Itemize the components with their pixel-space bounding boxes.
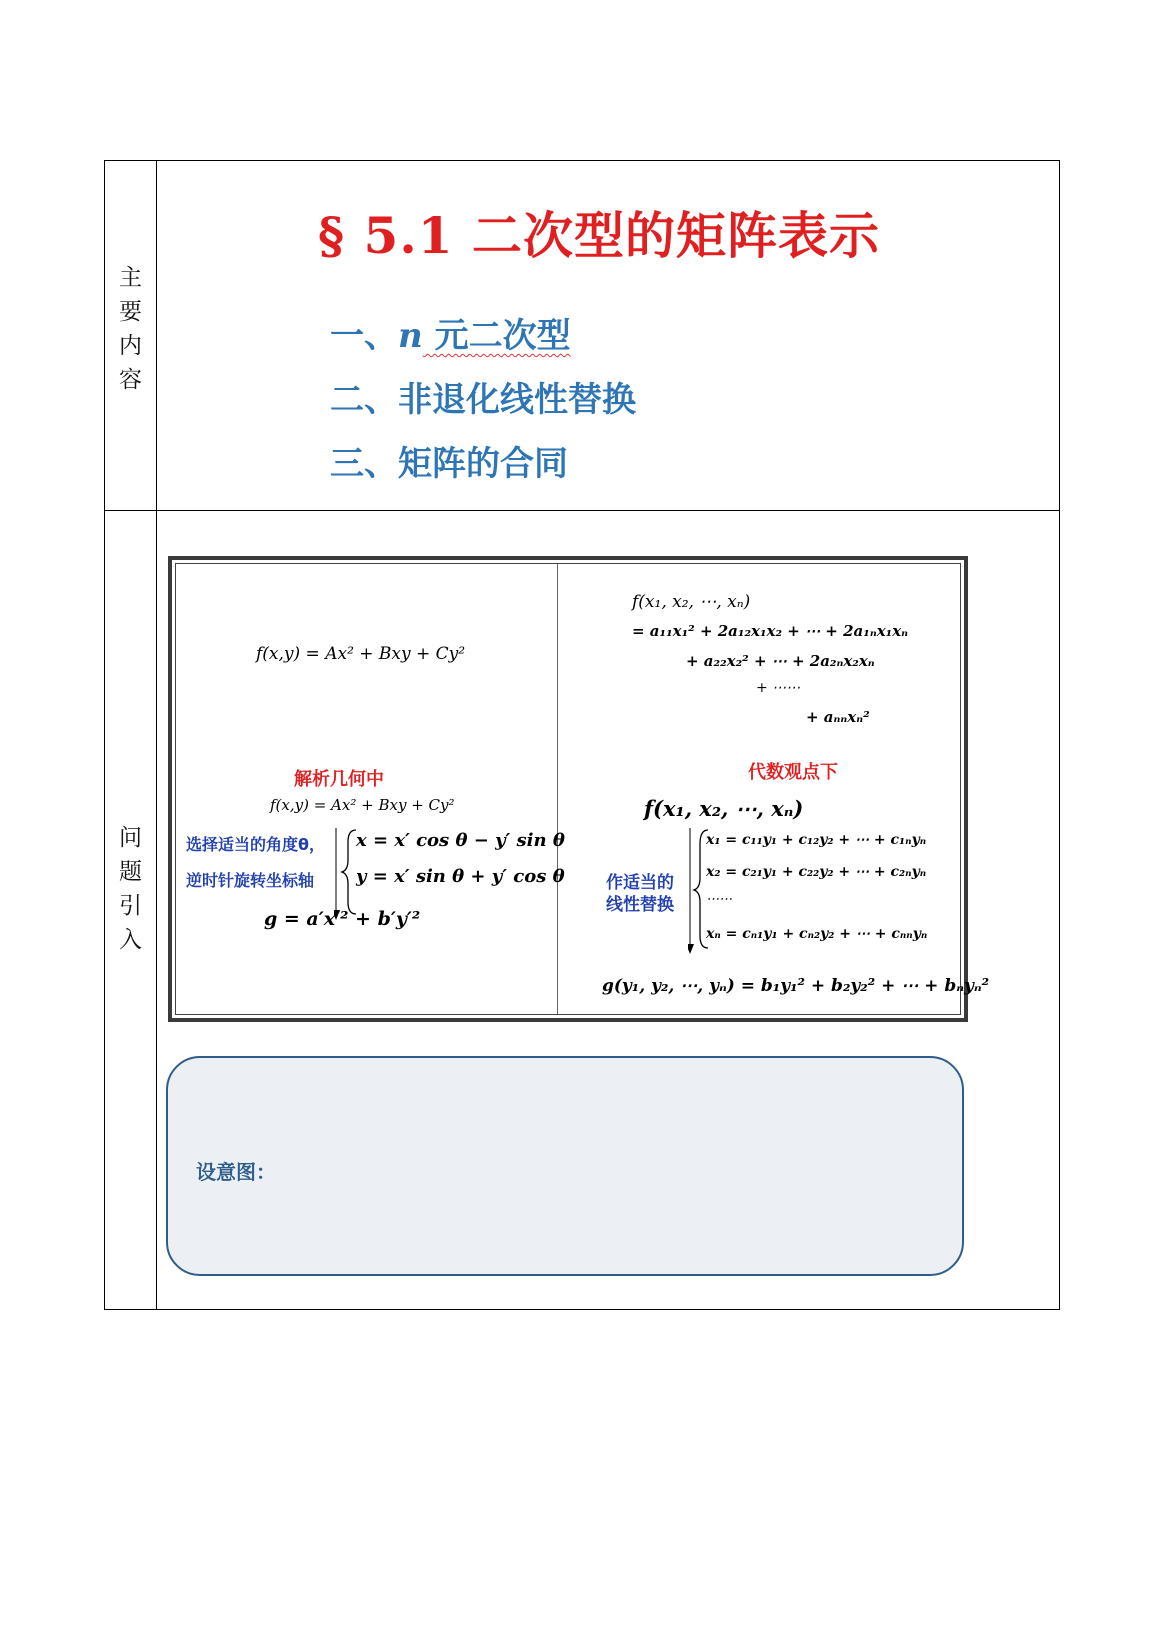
design-intent-label: 设意图： [196, 1160, 276, 1184]
right-sub2: x₂ = c₂₁y₁ + c₂₂y₂ + ⋯ + c₂ₙyₙ [706, 864, 927, 880]
outline-item-1: 一、n 元二次型 [330, 316, 571, 356]
right-formula: f(x₁, x₂, ⋯, xₙ) [644, 796, 804, 821]
label-char: 容 [119, 367, 142, 393]
right-line3: + a₂₂x₂² + ⋯ + 2a₂ₙx₂xₙ [686, 652, 875, 670]
label-char: 内 [119, 333, 142, 359]
label-char: 引 [119, 893, 142, 919]
left-step1: 选择适当的角度θ， [186, 835, 325, 854]
right-line4: + ⋯⋯ [756, 680, 801, 696]
label-char: 题 [119, 859, 142, 885]
outline-item-3: 三、矩阵的合同 [330, 444, 568, 484]
right-line5: + aₙₙxₙ² [806, 708, 870, 726]
figure-divider [557, 564, 558, 1014]
design-intent-box [166, 1056, 964, 1276]
outline-item-2: 二、非退化线性替换 [330, 380, 636, 420]
row-label-problem-intro [105, 821, 156, 957]
left-formula-top: f(x,y) = Ax² + Bxy + Cy² [256, 644, 466, 664]
right-line1: f(x₁, x₂, ⋯, xₙ) [632, 592, 751, 612]
label-char: 入 [119, 927, 142, 953]
right-heading: 代数观点下 [748, 762, 838, 783]
label-char: 主 [119, 265, 142, 291]
right-result: g(y₁, y₂, ⋯, yₙ) = b₁y₁² + b₂y₂² + ⋯ + bₙyₙ² [602, 976, 990, 996]
row-label-main-content [105, 261, 156, 397]
right-sub4: xₙ = cₙ₁y₁ + cₙ₂y₂ + ⋯ + cₙₙyₙ [706, 926, 928, 942]
right-step2: 线性替换 [606, 895, 674, 915]
left-result: g = a′x′² + b′y′² [264, 908, 421, 930]
label-char: 问 [119, 825, 142, 851]
right-sub1: x₁ = c₁₁y₁ + c₁₂y₂ + ⋯ + c₁ₙyₙ [706, 832, 927, 848]
comparison-figure [168, 556, 990, 1022]
column-divider [156, 161, 157, 1309]
left-eq2: y = x′ sin θ + y′ cos θ [356, 866, 565, 887]
right-line2: = a₁₁x₁² + 2a₁₂x₁x₂ + ⋯ + 2a₁ₙx₁xₙ [632, 622, 909, 640]
right-sub3: ⋯⋯ [706, 892, 732, 907]
left-heading: 解析几何中 [294, 769, 384, 790]
left-step2: 逆时针旋转坐标轴 [186, 871, 315, 890]
left-formula-mid: f(x,y) = Ax² + Bxy + Cy² [270, 796, 455, 814]
left-eq1: x = x′ cos θ − y′ sin θ [356, 830, 565, 851]
row-divider [105, 510, 1059, 511]
label-char: 要 [119, 299, 142, 325]
right-step1: 作适当的 [606, 873, 674, 893]
page-title: § 5.1 二次型的矩阵表示 [318, 206, 880, 265]
